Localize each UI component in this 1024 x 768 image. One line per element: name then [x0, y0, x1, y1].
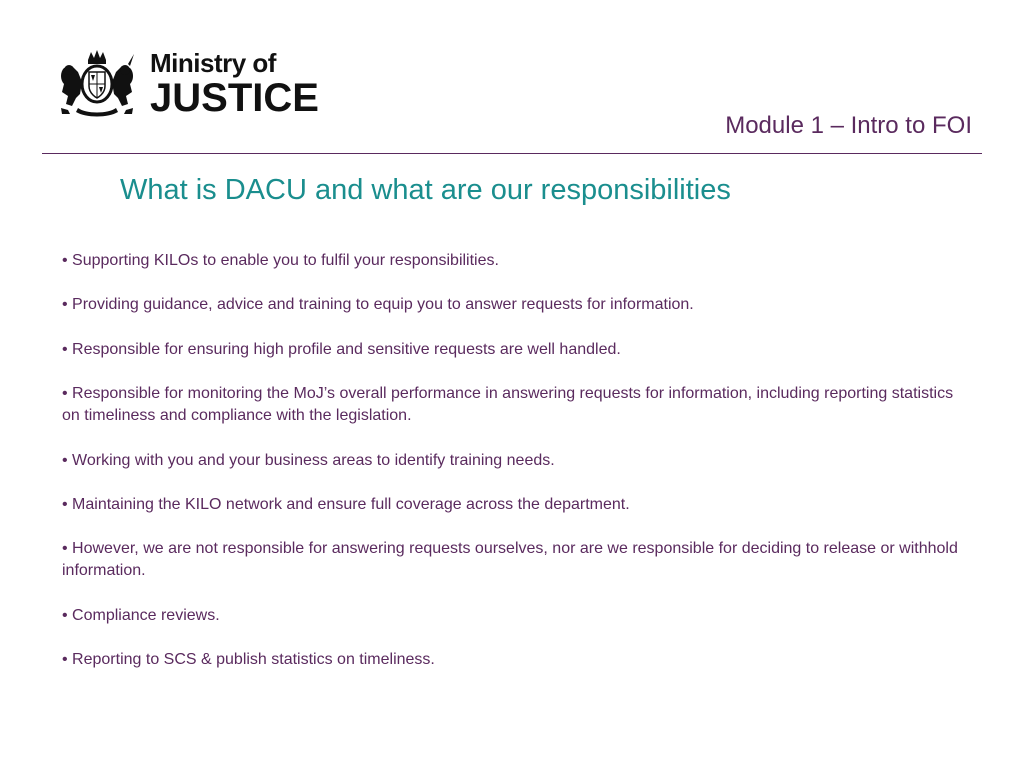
- logo-text-ministry-of: Ministry of: [150, 48, 276, 78]
- header-divider: [42, 153, 982, 154]
- logo-text-justice: JUSTICE: [150, 76, 319, 120]
- bullet-item: • Reporting to SCS & publish statistics on timeliness.: [62, 651, 435, 669]
- royal-coat-of-arms-icon: [58, 48, 136, 120]
- responsibilities-list: [62, 250, 962, 694]
- bullet-item: • Providing guidance, advice and training to equip you to answer requests for information.: [62, 296, 694, 314]
- bullet-item: • Responsible for monitoring the MoJ’s overall performance in answering requests for information, including reporting statistics on timeliness and compliance with the legislation.: [62, 385, 954, 425]
- ministry-of-justice-logo: [58, 48, 319, 128]
- bullet-item: • Responsible for ensuring high profile and sensitive requests are well handled.: [62, 340, 621, 358]
- bullet-item: • Maintaining the KILO network and ensure full coverage across the department.: [62, 495, 630, 513]
- slide-title: What is DACU and what are our responsibilities: [120, 174, 731, 206]
- bullet-item: • Working with you and your business areas to identify training needs.: [62, 451, 555, 469]
- bullet-item: • Supporting KILOs to enable you to fulfil your responsibilities.: [62, 252, 499, 269]
- module-title: Module 1 – Intro to FOI: [725, 112, 972, 139]
- bullet-item: • However, we are not responsible for answering requests ourselves, nor are we responsible for deciding to release or withhold information.: [62, 540, 958, 580]
- bullet-item: • Compliance reviews.: [62, 606, 220, 624]
